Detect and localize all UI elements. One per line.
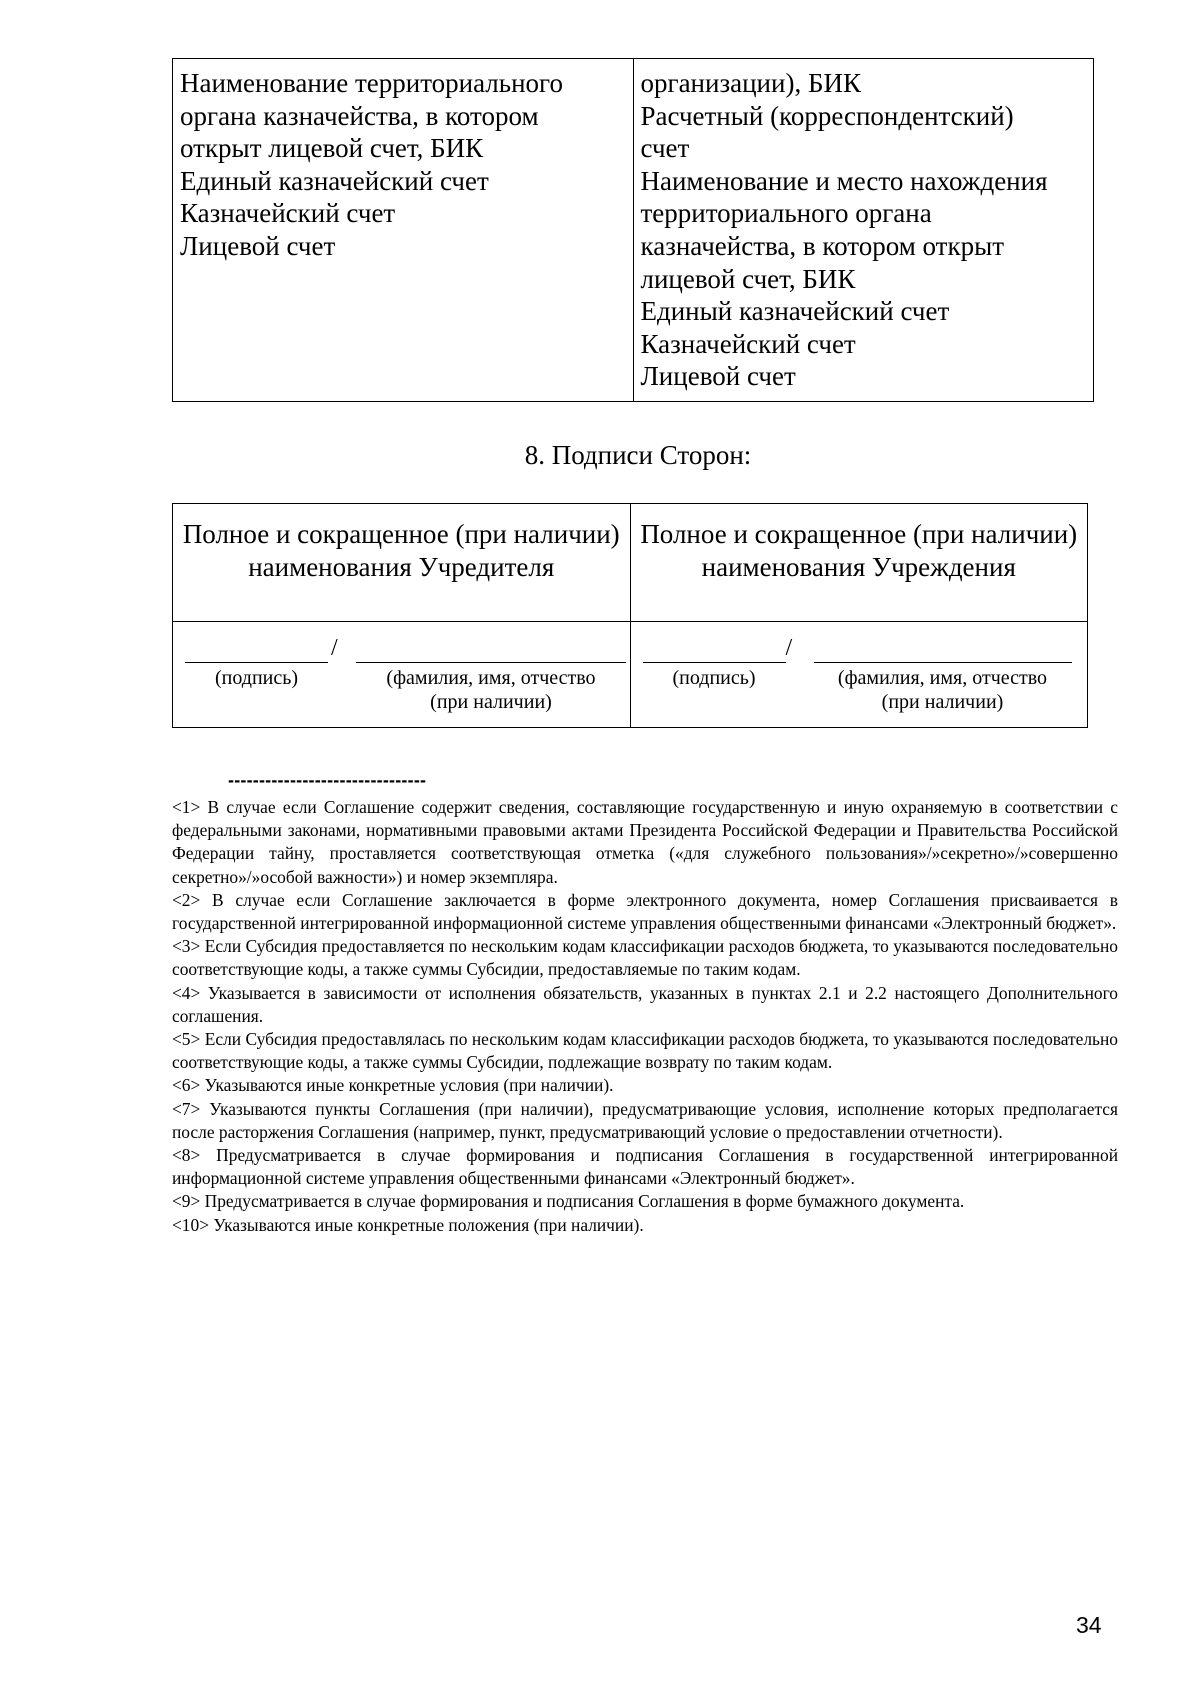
footnote: <2> В случае если Соглашение заключается в форме электронного документа, номер Соглашения присваивается в государственной интегрированной информационной системе управления общественными финансами «Электронный бюджет».: [172, 889, 1118, 934]
name-caption-line1: (фамилия, имя, отчество: [837, 667, 1048, 689]
footnote: <10> Указываются иные конкретные положения (при наличии).: [172, 1214, 644, 1235]
page-number: 34: [1076, 1612, 1102, 1638]
details-line: счет: [640, 133, 690, 164]
footnote: <5> Если Субсидия предоставлялась по нескольким кодам классификации расходов бюджета, то указываются последовательно соответствующие коды, а также суммы Субсидии, подлежащие возврату по таким кодам.: [172, 1029, 1118, 1073]
details-line: территориального органа: [640, 198, 932, 229]
footnote-separator: --------------------------------: [228, 770, 427, 790]
details-line: Единый казначейский счет: [640, 296, 950, 327]
details-line: казначейства, в котором открыт: [640, 230, 1005, 261]
details-line: Единый казначейский счет: [180, 165, 489, 196]
details-line: Лицевой счет: [640, 361, 796, 392]
footnote: <4> Указывается в зависимости от исполнения обязательств, указанных в пунктах 2.1 и 2.2 настоящего Дополнительного соглашения.: [172, 982, 1118, 1026]
founder-signature-cell: [173, 622, 631, 728]
details-line: организации), БИК: [640, 68, 861, 98]
footnote: <9> Предусматривается в случае формирования и подписания Соглашения в форме бумажного документа.: [172, 1191, 965, 1212]
footnote: <8> Предусматривается в случае формирования и подписания Соглашения в государственной интегрированной информационной системе управления общественными финансами «Электронный бюджет».: [172, 1145, 1118, 1189]
name-caption-line2: (при наличии): [430, 691, 552, 713]
founder-name-header: Полное и сокращенное (при наличии) наименования Учредителя: [173, 504, 631, 622]
section-title: 8. Подписи Сторон:: [524, 440, 752, 470]
institution-details-cell: [633, 59, 1094, 402]
slash-separator: /: [785, 635, 793, 661]
institution-signature-cell: [630, 622, 1088, 728]
institution-name-header: Полное и сокращенное (при наличии) наименования Учреждения: [630, 504, 1088, 622]
footnotes: [172, 796, 1118, 1237]
signature-line: [185, 662, 328, 663]
footnote: <1> В случае если Соглашение содержит сведения, составляющие государственную и иную охраняемую в соответствии с федеральными законами, нормативными правовыми актами Президента Российской Федерации и Правительства Российской Федерации тайну, проставляется соответствующая отметка («для служебного пользования»/»секретно»/»совершенно секретно»/»особой важности») и номер экземпляра.: [172, 797, 1118, 887]
name-caption-line2: (при наличии): [881, 691, 1004, 713]
signatures-table: [172, 503, 1088, 728]
bank-details-table: [172, 58, 1094, 402]
slash-separator: /: [331, 635, 338, 661]
founder-details-cell: [173, 59, 634, 402]
details-line: Казначейский счет: [640, 328, 856, 359]
footnote: <6> Указываются иные конкретные условия (при наличии).: [172, 1075, 614, 1096]
footnote: <3> Если Субсидия предоставляется по нескольким кодам классификации расходов бюджета, то указываются последовательно соответствующие коды, а также суммы Субсидии, предоставляемые по таким кодам.: [172, 936, 1118, 980]
details-line: Наименование и место нахождения: [640, 165, 1048, 196]
signature-caption: (подпись): [672, 667, 756, 689]
details-line: органа казначейства, в котором: [180, 100, 539, 131]
details-line: открыт лицевой счет, БИК: [180, 133, 484, 164]
signature-caption: (подпись): [214, 667, 299, 689]
details-line: Расчетный (корреспондентский): [640, 100, 1014, 131]
details-line: Казначейский счет: [180, 198, 396, 229]
footnote: <7> Указываются пункты Соглашения (при наличии), предусматривающие условия, исполнение которых предполагается после расторжения Соглашения (например, пункт, предусматривающий условие о предоставлении отчетности).: [172, 1098, 1118, 1142]
details-line: Наименование территориального: [180, 68, 563, 98]
full-name-line: [356, 662, 626, 663]
signature-line: [643, 662, 786, 663]
details-line: Лицевой счет: [180, 230, 336, 261]
full-name-line: [814, 662, 1072, 663]
details-line: лицевой счет, БИК: [640, 263, 856, 294]
name-caption-line1: (фамилия, имя, отчество: [386, 667, 596, 689]
